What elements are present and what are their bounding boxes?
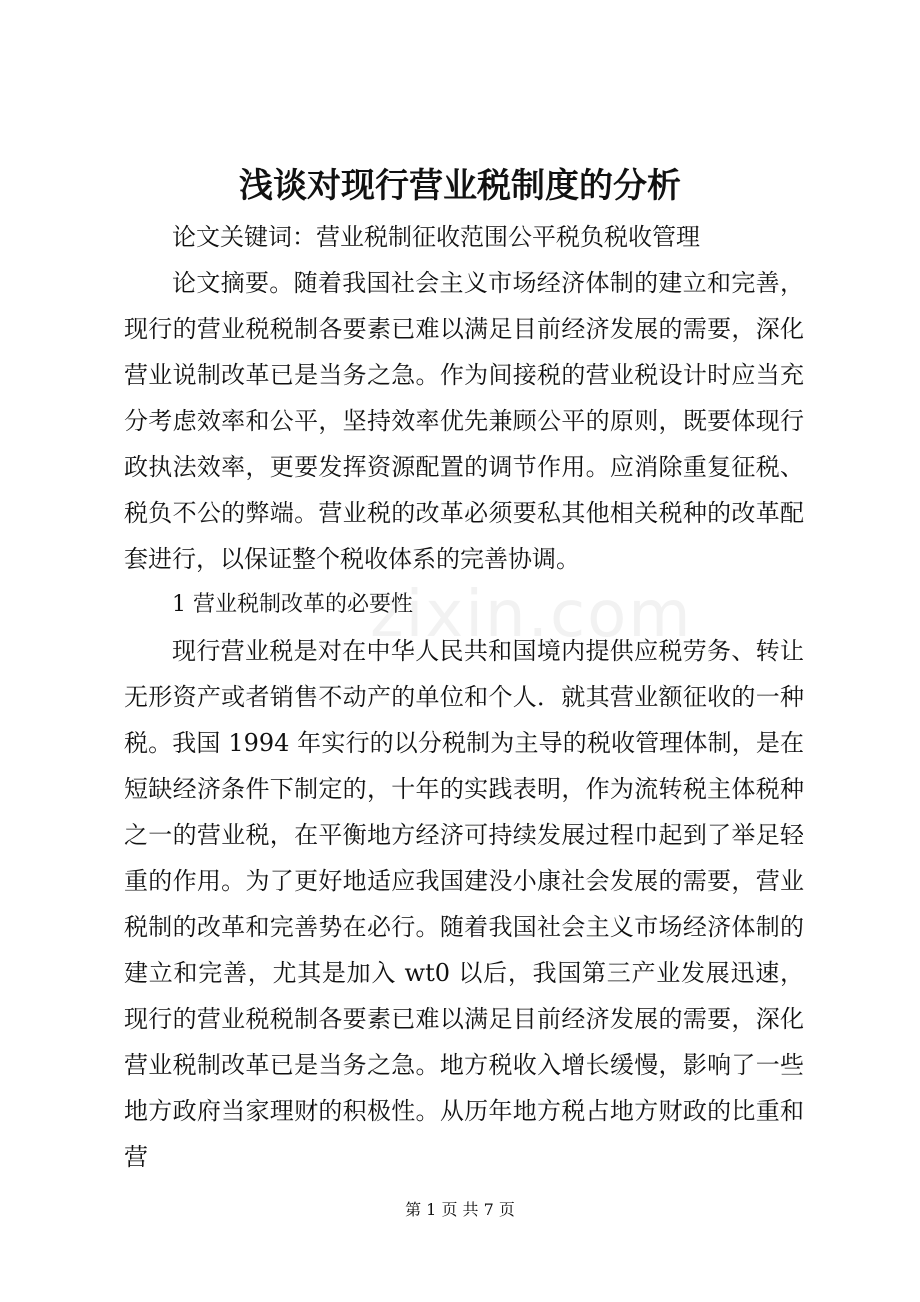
- watermark: zixin.com: [370, 578, 693, 652]
- abstract-paragraph: 论文摘要。随着我国社会主义市场经济体制的建立和完善，现行的营业税税制各要素已难以满足目前经济发展的需要，深化营业说制改革已是当务之急。作为间接税的营业税设计时应当充分考虑效率和公平，坚持效率优先兼顾公平的原则，既要体现行政执法效率，更要发挥资源配置的调节作用。应消除重复征税、税负不公的弊端。营业税的改革必须要私其他相关税种的改革配套进行，以保证整个税收体系的完善协调。: [124, 269, 804, 573]
- keywords-paragraph: 论文关键词：营业税制征收范围公平税负税收管理: [172, 223, 700, 251]
- section-heading: 1 营业税制改革的必要性: [172, 592, 413, 617]
- page-footer: 第 1 页 共 7 页: [405, 1200, 515, 1219]
- body-paragraph: 现行营业税是对在中华人民共和国境内提供应税劳务、转让无形资产或者销售不动产的单位和个人．就其营业额征收的一种税。我国 1994 年实行的以分税制为主导的税收管理体制，是在短缺经济条件下制定的，十年的实践表明，作为流转税主体税种之一的营业税，在平衡地方经济可持续发展过程巾起到了举足轻重的作用。为了更好地适应我国建没小康社会发展的需要，营业税制的改革和完善势在必行。随着我国社会主义市场经济体制的建立和完善，尤其是加入 wt0 以后，我国第三产业发展迅速，现行的营业税税制各要素已难以满足目前经济发展的需要，深化营业税制改革已是当务之急。地方税收入增长缓慢，影响了一些地方政府当家理财的积极性。从历年地方税占地方财政的比重和营: [124, 637, 804, 1171]
- document-title: 浅谈对现行营业税制度的分析: [239, 166, 681, 206]
- document-body: [124, 214, 804, 1180]
